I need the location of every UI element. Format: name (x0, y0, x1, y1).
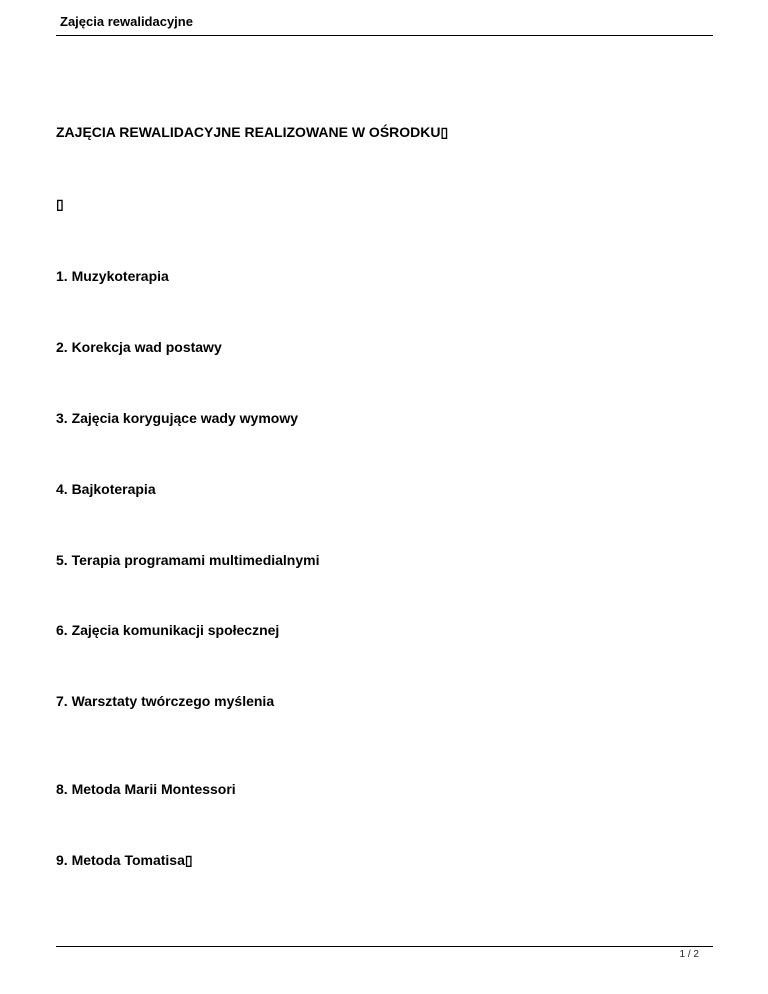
list-item-bajkoterapia: 4. Bajkoterapia (56, 481, 156, 497)
page-number: 1 / 2 (679, 949, 699, 960)
list-item-komunikacja-spoleczna: 6. Zajęcia komunikacji społecznej (56, 622, 280, 638)
page-footer (56, 946, 713, 962)
list-item-warsztaty: 7. Warsztaty twórczego myślenia (56, 693, 275, 709)
list-item-zajecia-korygujace: 3. Zajęcia korygujące wady wymowy (56, 410, 298, 426)
list-item-terapia-multimedialna: 5. Terapia programami multimedialnymi (56, 552, 320, 568)
page-header (56, 12, 713, 36)
list-item-montessori: 8. Metoda Marii Montessori (56, 781, 236, 797)
blank-placeholder: ▯ (56, 196, 64, 212)
page-header-title: Zajęcia rewalidacyjne (60, 14, 193, 29)
list-item-muzykoterapia: 1. Muzykoterapia (56, 268, 169, 284)
list-item-tomatis: 9. Metoda Tomatisa▯ (56, 852, 193, 868)
document-heading: ZAJĘCIA REWALIDACYJNE REALIZOWANE W OŚRODKU▯ (56, 124, 449, 140)
list-item-korekcja-wad-postawy: 2. Korekcja wad postawy (56, 339, 222, 355)
